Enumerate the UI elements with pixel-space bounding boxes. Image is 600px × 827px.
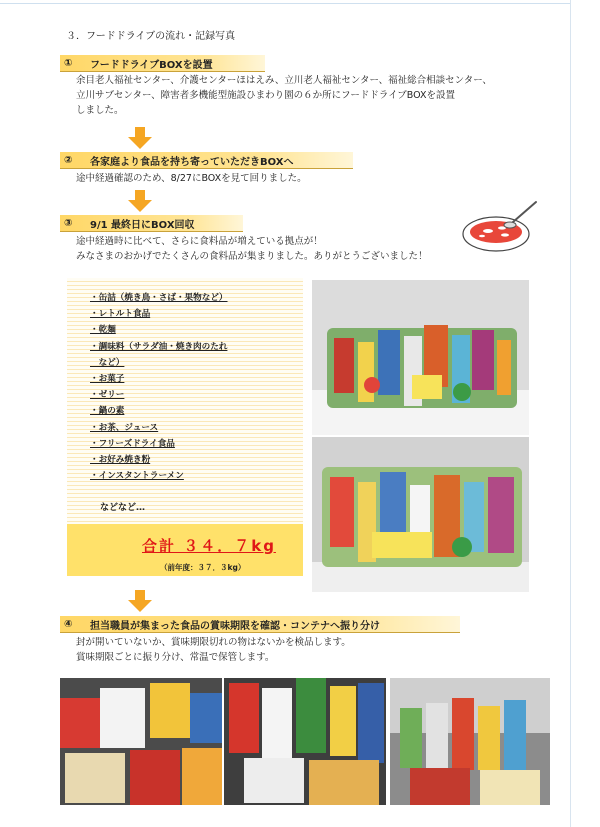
step-2-line: 途中経過確認のため、8/27にBOXを見て回りました。 bbox=[76, 173, 307, 184]
list-item: ・お菓子 bbox=[90, 374, 125, 385]
step-1-line: しました。 bbox=[76, 105, 124, 116]
list-item: ・お茶、ジュース bbox=[90, 422, 159, 433]
step-1-number: ① bbox=[64, 57, 73, 69]
collected-items-list bbox=[67, 278, 303, 484]
collected-items-box bbox=[67, 278, 303, 524]
step-4-text bbox=[76, 635, 351, 665]
step-3-line: 途中経過時に比べて、さらに食料品が増えている拠点が！ bbox=[76, 236, 323, 247]
step-4-title: 担当職員が集まった食品の賞味期限を確認・コンテナへ振り分け bbox=[90, 620, 380, 632]
etc-text: などなど… bbox=[100, 503, 146, 513]
step-3-title: 9/1 最終日にBOX回収 bbox=[90, 219, 195, 231]
sorting-photo-3 bbox=[390, 678, 550, 805]
collected-food-photo-2 bbox=[312, 437, 529, 592]
list-item: など） bbox=[90, 357, 125, 368]
list-item: ・レトルト食品 bbox=[90, 309, 151, 320]
down-arrow-icon bbox=[128, 190, 152, 212]
step-4-header bbox=[60, 616, 460, 633]
step-4-line: 封が開いていないか、賞味期限切れの物はないかを検品します。 bbox=[76, 637, 351, 648]
list-item: ・乾麺 bbox=[90, 325, 116, 336]
food-bowl-illustration bbox=[458, 198, 544, 254]
sorting-photo-1 bbox=[60, 678, 222, 805]
step-3-line: みなさまのおかげでたくさんの食料品が集まりました。ありがとうございました！ bbox=[76, 251, 428, 262]
sorting-photo-2 bbox=[224, 678, 386, 805]
down-arrow-icon bbox=[128, 127, 152, 149]
list-item: ・お好み焼き粉 bbox=[90, 455, 151, 466]
step-1-text bbox=[76, 73, 492, 118]
step-1-header bbox=[60, 55, 265, 72]
list-item: ・インスタントラーメン bbox=[90, 471, 184, 482]
list-item: ・鍋の素 bbox=[90, 406, 125, 417]
list-item: ・フリーズドライ食品 bbox=[90, 438, 175, 449]
step-1-line: 余目老人福祉センター、介護センターほはえみ、立川老人福祉センター、福祉総合相談センター、 bbox=[76, 75, 492, 86]
step-4-line: 賞味期限ごとに振り分け、常温で保管します。 bbox=[76, 652, 275, 663]
section-heading: ３．フードドライブの流れ・記録写真 bbox=[66, 31, 236, 42]
step-1-line: 立川サブセンター、障害者多機能型施設ひまわり園の６か所にフードドライブBOXを設置 bbox=[76, 90, 456, 101]
step-2-title: 各家庭より食品を持ち寄っていただきBOXへ bbox=[90, 156, 294, 168]
right-border-line bbox=[570, 0, 571, 827]
step-2-header bbox=[60, 152, 353, 169]
step-1-title: フードドライブBOXを設置 bbox=[90, 59, 213, 71]
top-border-line bbox=[0, 3, 570, 4]
step-2-number: ② bbox=[64, 154, 73, 166]
total-weight: 合計 ３４．７kg bbox=[142, 537, 276, 555]
list-item: ・ゼリー bbox=[90, 390, 125, 401]
step-3-header bbox=[60, 215, 243, 232]
down-arrow-icon bbox=[128, 590, 152, 612]
collected-food-photo-1 bbox=[312, 280, 529, 435]
list-item: ・調味料（サラダ油・焼き肉のたれ bbox=[90, 341, 228, 352]
step-4-number: ④ bbox=[64, 618, 73, 630]
previous-year-weight: （前年度：３７．３kg） bbox=[160, 563, 246, 572]
step-3-text bbox=[76, 234, 428, 264]
list-item: ・缶詰（焼き鳥・さば・果物など） bbox=[90, 293, 228, 303]
step-3-number: ③ bbox=[64, 217, 73, 229]
step-2-text bbox=[76, 171, 307, 186]
